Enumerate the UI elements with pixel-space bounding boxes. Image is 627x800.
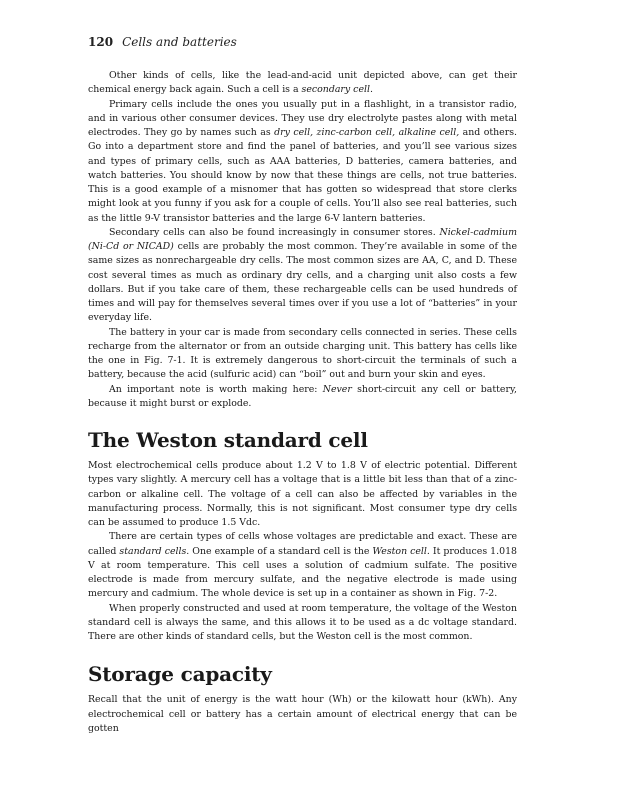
term-never: Never: [322, 383, 352, 395]
paragraph-short-circuit-warning: An important note is worth making here: Never short-circuit any cell or battery, because it might burst or explode.: [88, 383, 517, 409]
paragraph-car-battery: The battery in your car is made from secondary cells connected in series. These cells recharge from the alternator or from an outside charging unit. This battery has cells like the one in Fig. 7-1. It is extremely dangerous to short-circuit the terminals of such a battery, because the acid (sulfuric acid) can “boil” out and burn your skin and eyes.: [88, 326, 517, 381]
paragraph-voltage-standard: When properly constructed and used at room temperature, the voltage of the Weston standard cell is always the same, and this allows it to be used as a dc voltage standard. There are other kinds of standard cells, but the Weston cell is the most common.: [88, 602, 517, 642]
term-weston-cell: Weston cell.: [372, 545, 430, 557]
term-dry-cell-names: dry cell, zinc-carbon cell, alkaline cell,: [274, 127, 460, 138]
paragraph-standard-cells: There are certain types of cells whose voltages are predictable and exact. These are called standard cells. One example of a standard cell is the Weston cell. It produces 1.018 V at room temperature. This cell uses a solution of cadmium sulfate. The positive electrode is made from mercury sulfate, and the negative electrode is made using mercury and cadmium. The whole device is set up in a container as shown in Fig. 7-2.: [88, 531, 517, 600]
page-body: [88, 69, 517, 736]
term-nickel-cadmium: Nickel-cadmium (Ni-Cd or NICAD): [88, 226, 517, 252]
term-secondary-cell: secondary cell: [301, 84, 370, 96]
running-head: [88, 35, 237, 49]
paragraph-cell-voltages: Most electrochemical cells produce about 1.2 V to 1.8 V of electric potential. Different types vary slightly. A mercury cell has a voltage that is a little bit less than that of a zinc-carbon or alkaline cell. The voltage of a cell can also be affected by variables in the manufacturing process. Normally, this is not significant. Most consumer type dry cells can be assumed to produce 1.5 Vdc.: [88, 460, 517, 528]
paragraph-rechargeable-cells: Secondary cells can also be found increasingly in consumer stores. Nickel-cadmium (Ni-Cd or NICAD) cells are probably the most common. They’re available in some of the same sizes as nonrechargeable dry cells. The most common sizes are AA, C, and D. These cost several times as much as ordinary dry cells, and a charging unit also costs a few dollars. But if you take care of them, these rechargeable cells can be used hundreds of times and will pay for themselves several times over if you use a lot of “batteries” in your everyday life.: [88, 226, 518, 324]
chapter-title: Cells and batteries: [122, 35, 237, 49]
heading-storage-capacity: Storage capacity: [88, 662, 272, 687]
paragraph-primary-cells: Primary cells include the ones you usually put in a flashlight, in a transistor radio, and in various other consumer devices. They use dry electrolyte pastes along with metal electrodes. They go by names such as dry cell, zinc-carbon cell, alkaline cell, and others. Go into a department store and find the panel of batteries, and you’ll see various sizes and types of primary cells, such as AAA batteries, D batteries, camera batteries, and watch batteries. You should know by now that these things are cells, not true batteries. This is a good example of a misnomer that has gotten so widespread that store clerks might look at you funny if you ask for a couple of cells. You’ll also see real batteries, such as the little 9-V transistor batteries and the large 6-V lantern batteries.: [88, 98, 517, 224]
term-standard-cells: standard cells.: [119, 545, 190, 557]
paragraph-energy-units: Recall that the unit of energy is the watt hour (Wh) or the kilowatt hour (kWh). Any electrochemical cell or battery has a certain amount of electrical energy that can be gotten: [88, 694, 517, 734]
paragraph-secondary-cell: Other kinds of cells, like the lead-and-acid unit depicted above, can get their chemical energy back again. Such a cell is a secondary cell.: [88, 70, 517, 96]
heading-weston-standard-cell: The Weston standard cell: [88, 428, 368, 452]
page-number: 120: [88, 35, 114, 49]
